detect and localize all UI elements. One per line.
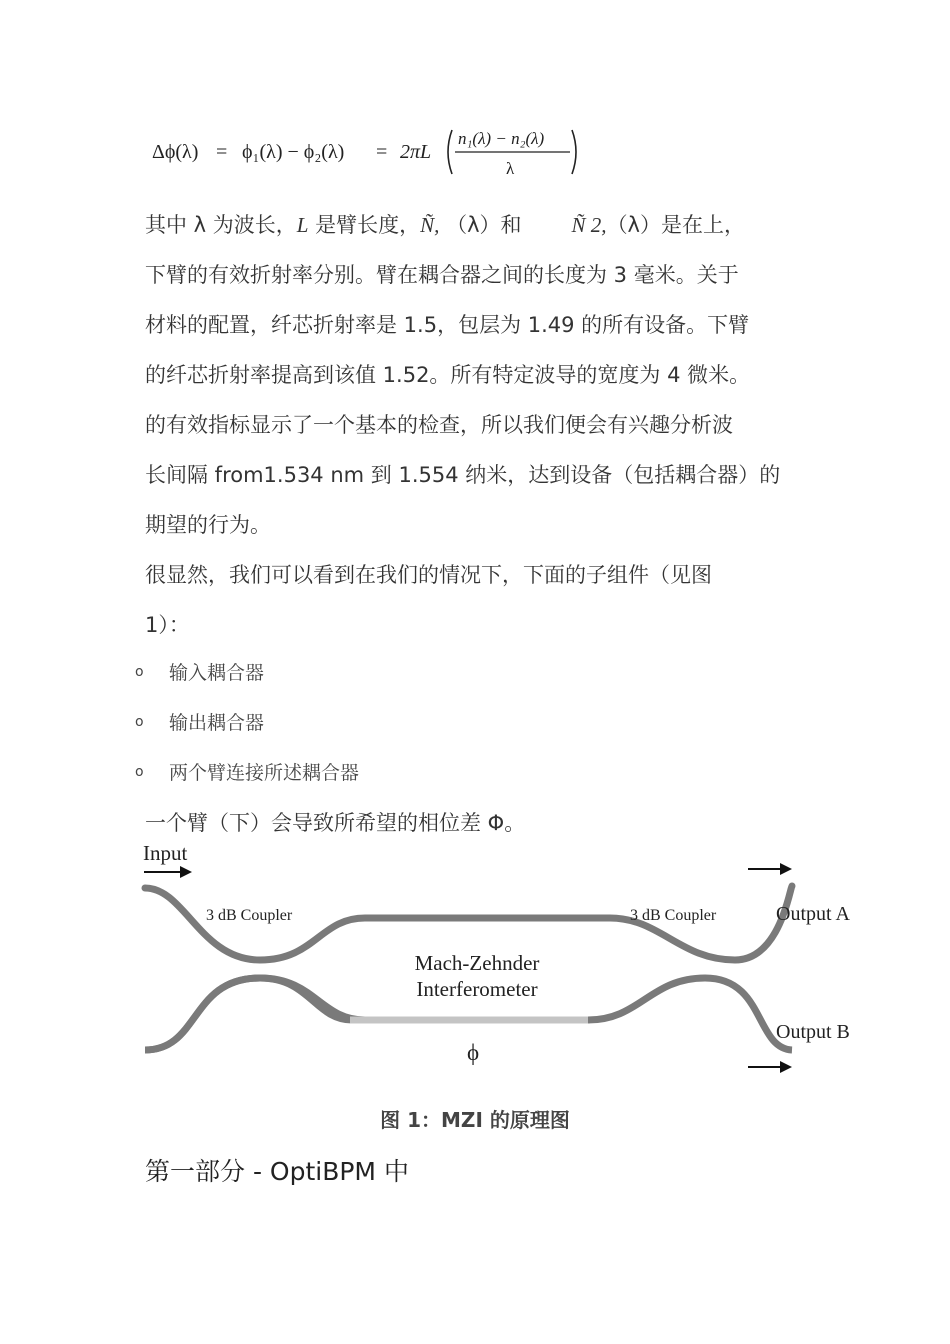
formula-numerator: n₁(λ) − n₂(λ) — [458, 129, 545, 148]
output-b-label: Output B — [776, 1021, 850, 1043]
list-item — [135, 698, 359, 748]
paragraph-line: 很显然，我们可以看到在我们的情况下，下面的子组件（见图 — [145, 563, 712, 587]
symbol-L: L — [296, 213, 309, 237]
input-label: Input — [143, 841, 188, 865]
output-b-arrowhead-icon — [780, 1061, 792, 1073]
text-fragment: （λ）是在上， — [606, 213, 745, 237]
formula-coefficient: 2πL — [400, 141, 432, 163]
lower-waveguide-right — [588, 978, 792, 1050]
symbol-n1: Ñ, — [420, 213, 440, 237]
paragraph-line: 1）： — [145, 613, 190, 637]
subcomponent-list — [135, 648, 359, 798]
bullet-marker: o — [135, 713, 144, 730]
formula-lhs: Δϕ(λ) — [152, 141, 199, 163]
list-item-text: 两个臂连接所述耦合器 — [169, 762, 360, 784]
section-heading: 第一部分 - OptiBPM 中 — [145, 1157, 409, 1186]
output-a-label: Output A — [776, 903, 850, 925]
left-coupler-label: 3 dB Coupler — [206, 907, 293, 924]
bullet-marker: o — [135, 663, 144, 680]
formula-equals-1: = — [216, 141, 228, 163]
paragraph-line: 材料的配置，纤芯折射率是 1.5，包层为 1.49 的所有设备。下臂 — [145, 313, 750, 337]
formula-right-paren — [572, 130, 576, 174]
phase-difference-formula — [150, 118, 590, 180]
list-item — [135, 648, 359, 698]
text-fragment: 其中 λ 为波长， — [145, 213, 297, 237]
figure-caption: 图 1：MZI 的原理图 — [380, 1108, 570, 1132]
symbol-n2: Ñ 2, — [571, 213, 607, 237]
mzi-title-line2: Interferometer — [416, 977, 538, 1001]
paragraph-line: 长间隔 from1.534 nm 到 1.554 纳米，达到设备（包括耦合器）的 — [145, 463, 781, 487]
mzi-diagram — [140, 838, 870, 1078]
text-fragment: 是臂长度， — [308, 213, 421, 237]
paragraph-line: 一个臂（下）会导致所希望的相位差 Φ。 — [145, 811, 526, 835]
phase-symbol: ϕ — [466, 1040, 480, 1065]
formula-equals-2: = — [376, 141, 388, 163]
lower-waveguide-left — [145, 978, 352, 1050]
list-item-text: 输出耦合器 — [169, 712, 265, 734]
subcomponents-intro — [145, 550, 825, 650]
paragraph-line: 下臂的有效折射率分别。臂在耦合器之间的长度为 3 毫米。关于 — [145, 263, 739, 287]
paragraph-line: 的纤芯折射率提高到该值 1.52。所有特定波导的宽度为 4 微米。 — [145, 363, 751, 387]
formula-left-paren — [448, 130, 452, 174]
paragraph-line — [145, 200, 825, 250]
text-fragment: （λ）和 — [446, 213, 522, 237]
mzi-title-line1: Mach-Zehnder — [414, 951, 540, 975]
list-item-text: 输入耦合器 — [169, 662, 265, 684]
formula-denominator: λ — [506, 159, 515, 178]
paragraph-line: 的有效指标显示了一个基本的检查，所以我们便会有兴趣分析波 — [145, 413, 733, 437]
formula-middle: ϕ₁(λ) − ϕ₂(λ) — [242, 141, 345, 163]
output-a-arrowhead-icon — [780, 863, 792, 875]
description-paragraph — [145, 200, 825, 550]
right-coupler-label: 3 dB Coupler — [630, 907, 717, 924]
list-item — [135, 748, 359, 798]
bullet-marker: o — [135, 763, 144, 780]
input-arrowhead-icon — [180, 866, 192, 878]
paragraph-line: 期望的行为。 — [145, 513, 271, 537]
